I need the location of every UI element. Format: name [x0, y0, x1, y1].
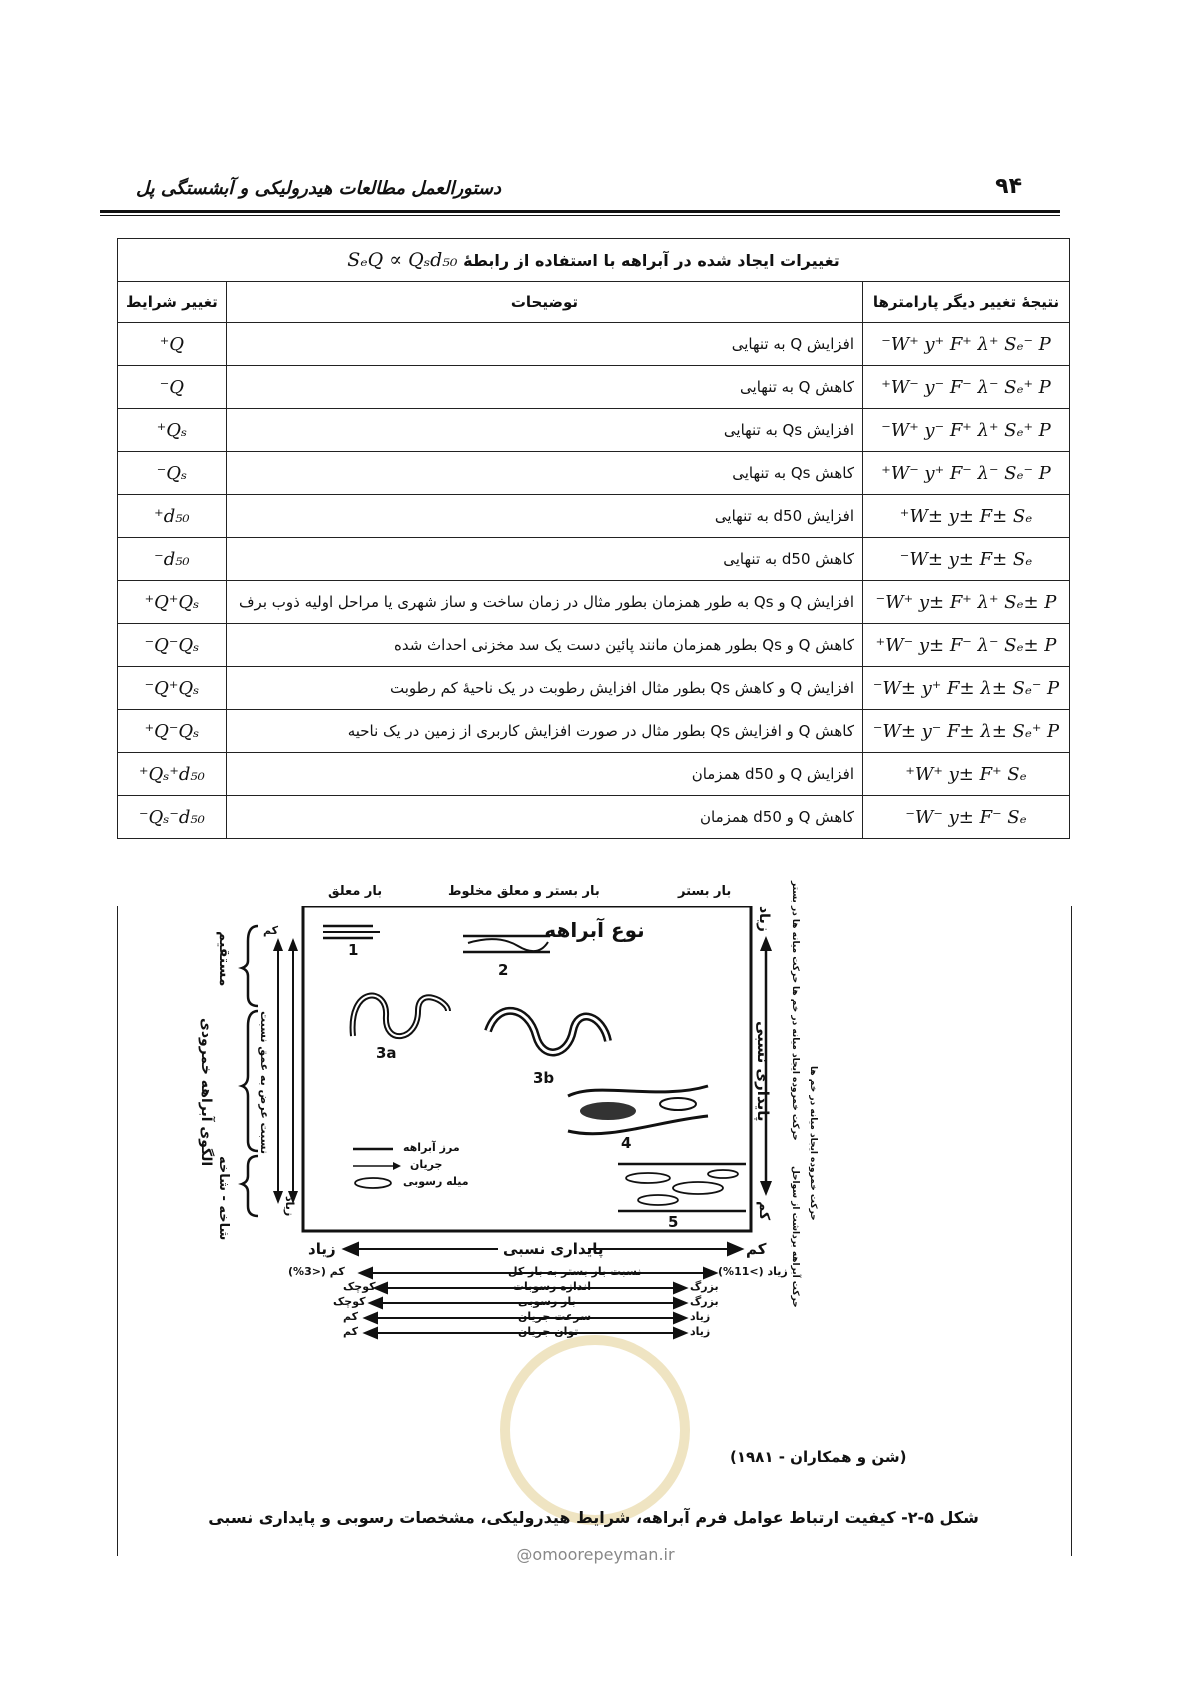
left-high: زیاد: [283, 1196, 296, 1217]
row-condition: d₅₀⁺: [118, 495, 227, 538]
table-title-formula: SₑQ ∝ Qₛd₅₀: [347, 249, 458, 271]
row-result: W± y⁺ F± λ± Sₑ⁻ P⁻: [863, 667, 1070, 710]
channel-number-4: 4: [621, 1134, 632, 1152]
table-row: [118, 753, 1070, 796]
header-result: نتیجهٔ تغییر دیگر پارامترها: [863, 282, 1070, 323]
arrow-1-left: کم (<3%): [288, 1265, 345, 1278]
table-row: [118, 710, 1070, 753]
header-condition: تغییر شرایط: [118, 282, 227, 323]
figure-citation: (شن و همکاران - ۱۹۸۱): [730, 1448, 907, 1466]
right-note-2: حرکت خمروده ایجاد میانه در خم ها: [790, 986, 800, 1141]
arrow-3-left: کوچک: [333, 1295, 366, 1308]
left-braided: شاخه - شاخه: [216, 1156, 231, 1241]
right-note-1: حرکت میانه ها در بستر: [790, 881, 800, 984]
arrow-5-right: زیاد: [690, 1325, 711, 1338]
channel-number-1: 1: [348, 941, 359, 959]
channel-number-5: 5: [668, 1213, 679, 1231]
page-header: [100, 170, 1060, 220]
legend-bar: میله رسوبی: [403, 1175, 469, 1188]
arrow-2-left: کوچک: [343, 1280, 376, 1293]
row-condition: Q⁺: [118, 323, 227, 366]
table-row: [118, 796, 1070, 839]
row-description: کاهش d50 به تنهایی: [226, 538, 862, 581]
left-meandering: الگوی آبراهه خمرودی: [198, 1017, 214, 1166]
row-result: W⁺ y± F⁺ λ⁺ Sₑ± P⁻: [863, 581, 1070, 624]
row-condition: Q⁻Qₛ⁻: [118, 624, 227, 667]
row-result: W± y± F± Sₑ⁺: [863, 495, 1070, 538]
row-description: افزایش Q و d50 همزمان: [226, 753, 862, 796]
legend-graphics: [353, 1149, 401, 1188]
running-title: دستورالعمل مطالعات هیدرولیکی و آبشستگی پل: [136, 178, 502, 199]
row-result: W⁻ y⁻ F⁻ λ⁻ Sₑ⁺ P⁺: [863, 366, 1070, 409]
table-title-text: تغییرات ایجاد شده در آبراهه با استفاده از رابطهٔ: [463, 251, 840, 270]
row-description: افزایش Qs به تنهایی: [226, 409, 862, 452]
right-low: کم: [756, 1201, 772, 1221]
arrow-4-label: سرعت جریان: [518, 1310, 592, 1323]
arrow-4-left: کم: [343, 1310, 359, 1323]
row-condition: Qₛ⁻d₅₀⁻: [118, 796, 227, 839]
channel-3b: [488, 1011, 608, 1053]
arrow-3-label: بار رسوبی: [518, 1295, 576, 1308]
table-row: [118, 667, 1070, 710]
row-condition: Q⁻Qₛ⁺: [118, 710, 227, 753]
row-condition: Q⁺Qₛ⁻: [118, 667, 227, 710]
arrow-1-right: زیاد (>11%): [718, 1265, 788, 1278]
right-note-4: حرکت آبراهه برداشت از سواحل: [790, 1166, 800, 1308]
label-mixed: بار بستر و معلق مخلوط: [448, 884, 600, 899]
page-number: ۹۴: [995, 174, 1022, 199]
table-row: [118, 366, 1070, 409]
arrow-2-label: اندازه رسوبات: [513, 1280, 592, 1293]
table-row: [118, 624, 1070, 667]
row-description: کاهش Q به تنهایی: [226, 366, 862, 409]
row-condition: Qₛ⁺d₅₀⁺: [118, 753, 227, 796]
table-row: [118, 581, 1070, 624]
row-result: W⁻ y⁺ F⁻ λ⁻ Sₑ⁻ P⁺: [863, 452, 1070, 495]
arrow-5-left: کم: [343, 1325, 359, 1338]
left-braces: [242, 926, 258, 1216]
figure-caption: شکل ۵-۲- کیفیت ارتباط عوامل فرم آبراهه، شرایط هیدرولیکی، مشخصات رسوبی و پایداری نسبی: [208, 1508, 979, 1527]
channel-3a: [353, 996, 448, 1037]
right-axis-label: پایداری نسبی: [754, 1021, 772, 1122]
arrow-1-label: نسبت بار بستر به بار کل: [508, 1265, 642, 1278]
bottom-low: کم: [746, 1240, 767, 1258]
watermark-text: @omoorepeyman.ir: [516, 1545, 675, 1564]
channel-number-3b: 3b: [533, 1069, 555, 1087]
row-condition: Q⁺Qₛ⁺: [118, 581, 227, 624]
row-description: کاهش Q و d50 همزمان: [226, 796, 862, 839]
header-rule: [100, 210, 1060, 216]
row-result: W⁺ y± F⁺ Sₑ⁺: [863, 753, 1070, 796]
legend-flow: جریان: [410, 1158, 443, 1171]
row-result: W⁻ y± F⁻ λ⁻ Sₑ± P⁺: [863, 624, 1070, 667]
row-condition: Q⁻: [118, 366, 227, 409]
channel-1-straight: [323, 926, 380, 938]
row-result: W± y⁻ F± λ± Sₑ⁺ P⁻: [863, 710, 1070, 753]
table-row: [118, 538, 1070, 581]
watermark-stamp: [500, 1335, 690, 1525]
channel-number-3a: 3a: [376, 1044, 397, 1062]
left-ratio: نسبت عرض به عمق نسبت: [258, 1011, 271, 1154]
row-description: افزایش Q و کاهش Qs بطور مثال افزایش رطوبت در یک ناحیهٔ کم رطوبت: [226, 667, 862, 710]
arrow-4-right: زیاد: [690, 1310, 711, 1323]
right-note-3: حرکت خمروده ایجاد میانه در خم ها: [808, 1066, 818, 1221]
table-row: [118, 323, 1070, 366]
row-condition: d₅₀⁻: [118, 538, 227, 581]
changes-table: [117, 238, 1070, 839]
channel-4: [568, 1086, 708, 1134]
left-arrows: [273, 938, 298, 1204]
table-row: [118, 452, 1070, 495]
row-result: W± y± F± Sₑ⁻: [863, 538, 1070, 581]
row-result: W⁻ y± F⁻ Sₑ⁻: [863, 796, 1070, 839]
row-result: W⁺ y⁺ F⁺ λ⁺ Sₑ⁻ P⁻: [863, 323, 1070, 366]
row-description: افزایش d50 به تنهایی: [226, 495, 862, 538]
table-title: [118, 239, 1070, 282]
arrow-2-right: بزرگ: [690, 1280, 719, 1293]
left-low: کم: [263, 924, 279, 937]
row-description: افزایش Q و Qs به طور همزمان بطور مثال در زمان ساخت و ساز شهری یا مراحل اولیه ذوب برف: [226, 581, 862, 624]
left-straight: مستقیم: [216, 931, 232, 987]
right-high: زیاد: [756, 906, 772, 932]
label-suspended: بار معلق: [328, 884, 383, 899]
channel-2: [463, 936, 550, 952]
row-condition: Qₛ⁻: [118, 452, 227, 495]
figure-title: نوع آبراهه: [544, 918, 645, 942]
label-bed: بار بستر: [678, 884, 732, 899]
arrow-5-label: توان جریان: [518, 1325, 579, 1338]
changes-table-container: [117, 238, 1070, 839]
legend-boundary: مرز آبراهه: [403, 1141, 460, 1154]
row-description: افزایش Q به تنهایی: [226, 323, 862, 366]
row-description: کاهش Q و افزایش Qs بطور مثال در صورت افزایش کاربری از زمین در یک ناحیه: [226, 710, 862, 753]
row-description: کاهش Qs به تنهایی: [226, 452, 862, 495]
table-row: [118, 495, 1070, 538]
table-row: [118, 409, 1070, 452]
bottom-high: زیاد: [308, 1240, 336, 1258]
channel-5: [618, 1164, 746, 1211]
row-description: کاهش Q و Qs بطور همزمان مانند پائین دست یک سد مخزنی احداث شده: [226, 624, 862, 667]
bottom-axis-label: پایداری نسبی: [503, 1240, 604, 1258]
row-result: W⁺ y⁻ F⁺ λ⁺ Sₑ⁺ P⁻: [863, 409, 1070, 452]
header-description: توضیحات: [226, 282, 862, 323]
channel-number-2: 2: [498, 961, 509, 979]
arrow-3-right: بزرگ: [690, 1295, 719, 1308]
row-condition: Qₛ⁺: [118, 409, 227, 452]
